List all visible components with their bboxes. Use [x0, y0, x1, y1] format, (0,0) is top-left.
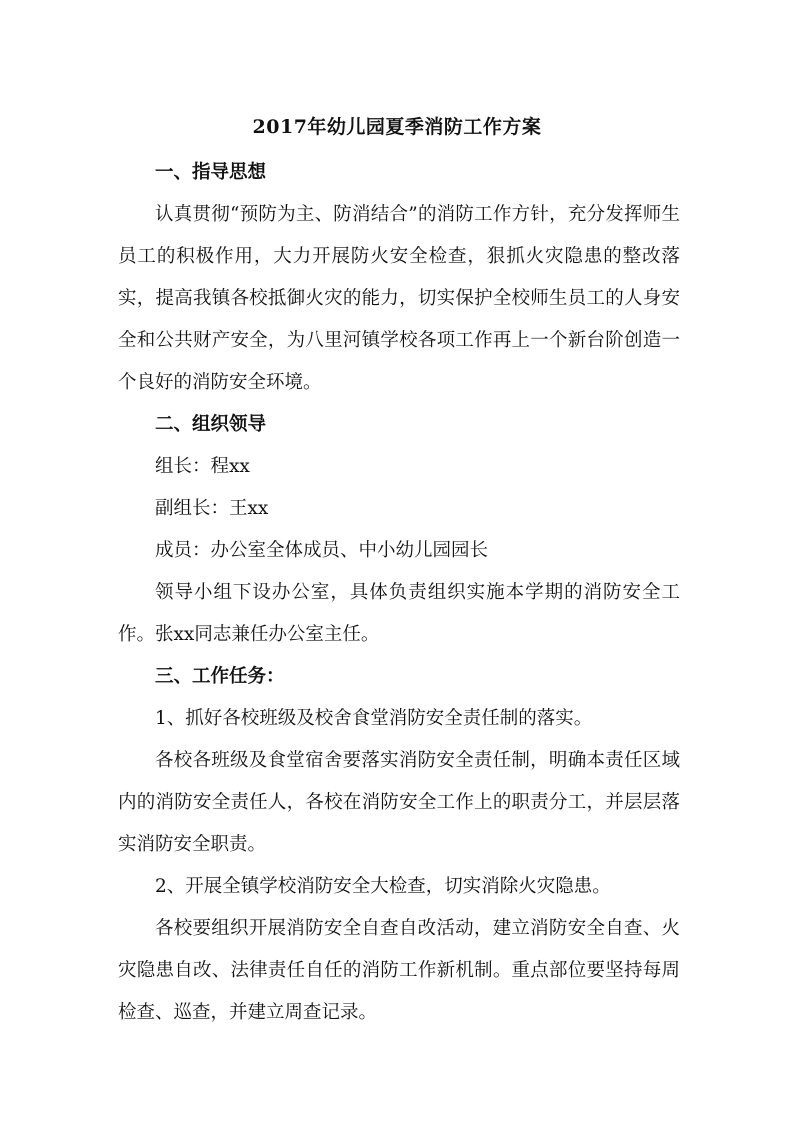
paragraph-task-2-detail: 各校要组织开展消防安全自查自改活动，建立消防安全自查、火灾隐患自改、法律责任自任的消防工作新机制。重点部位要坚持每周检查、巡查，并建立周查记录。	[118, 918, 680, 1023]
paragraph-task-2-title: 2、开展全镇学校消防安全大检查，切实消除火灾隐患。	[155, 876, 611, 897]
paragraph-deputy-leader: 副组长：王xx	[155, 498, 269, 519]
paragraph-task-1-title: 1、抓好各校班级及校舍食堂消防安全责任制的落实。	[155, 708, 593, 729]
document-body	[118, 152, 680, 1034]
section-heading-guiding-ideology: 一、指导思想	[155, 162, 267, 183]
section-heading-organization: 二、组织领导	[155, 414, 267, 435]
paragraph-group-leader: 组长：程xx	[155, 456, 250, 477]
paragraph-guiding-ideology: 认真贯彻“预防为主、防消结合”的消防工作方针，充分发挥师生员工的积极作用，大力开展防火安全检查，狠抓火灾隐患的整改落实，提高我镇各校抵御火灾的能力，切实保护全校师生员工的人身安全和公共财产安全，为八里河镇学校各项工作再上一个新台阶创造一个良好的消防安全环境。	[118, 204, 680, 393]
document-title: 2017年幼儿园夏季消防工作方案	[252, 116, 542, 138]
section-heading-tasks: 三、工作任务：	[155, 666, 285, 687]
paragraph-members: 成员：办公室全体成员、中小幼儿园园长	[155, 540, 489, 561]
paragraph-task-1-detail: 各校各班级及食堂宿舍要落实消防安全责任制，明确本责任区域内的消防安全责任人，各校在消防安全工作上的职责分工，并层层落实消防安全职责。	[118, 750, 680, 855]
paragraph-office-setup: 领导小组下设办公室，具体负责组织实施本学期的消防安全工作。张xx同志兼任办公室主任。	[118, 582, 680, 645]
